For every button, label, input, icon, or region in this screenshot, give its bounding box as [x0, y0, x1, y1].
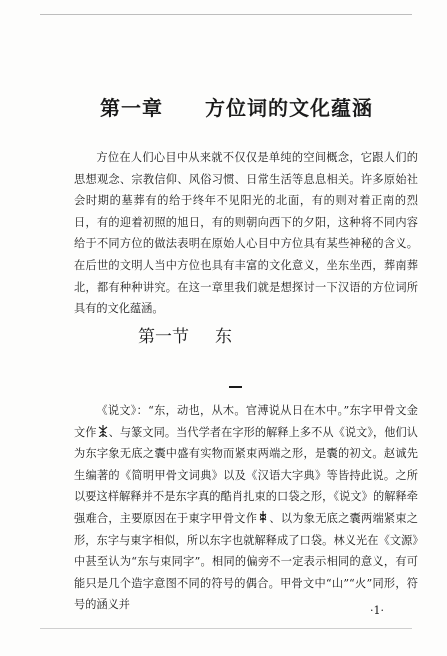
bottom-edge-rule: [40, 628, 412, 629]
intro-paragraph: 方位在人们心目中从来就不仅仅是单纯的空间概念，它跟人们的思想观念、宗教信仰、风俗习惯、日常生活等息息相关。许多原始社会时期的墓葬有的给于终年不见阳光的北面，有的则对着正南的烈日，有的迎着初照的旭日，有的则朝向西下的夕阳，这种将不同内容给于不同方位的做法表明在原始人心目中方位具有某些神秘的含义。在后世的文明人当中方位也具有丰富的文化意义，坐东坐西，葬南葬北，都有种种讲究。在这一章里我们就是想探讨一下汉语的方位词所具有的文化蕴涵。: [74, 151, 418, 316]
main-text-block: [74, 400, 418, 616]
main-text-part-2: 、与篆文同。当代学者在字形的解释上多不从《说文》，他们认为东字象无底之囊中盛有实物而紧束两端之形，是囊的初文。赵诚先生编著的《简明甲骨文词典》以及《汉语大字典》等皆持此说。之所以要这样解释并不是东字真的酷肖扎束的口袋之形，《说文》的解释牵强难合，主要原因在于東字甲骨文作: [74, 425, 418, 525]
main-text-part-3: 、以为象无底之囊两端紧束之形，东字与東字相似，所以东字也就解释成了口袋。林义光在《文源》中甚至认为“东与束同字”。相同的偏旁不一定表示相同的意义，有可能只是几个造字意图不同的符号的偶合。甲骨文中“山”“火”同形，符号的涵义并: [74, 511, 418, 612]
chapter-title-text: 方位词的文化蕴涵: [205, 96, 373, 120]
oracle-bone-shu-glyph-icon: [257, 511, 269, 523]
section-label: 第一节: [138, 327, 189, 347]
oracle-bone-dong-glyph-icon: [97, 425, 109, 437]
chapter-heading: [100, 92, 400, 121]
main-paragraph: [74, 400, 418, 616]
main-text-part-1: 《说文》：“东，动也，从木。官溥说从日在木中。”东字甲骨文金文作: [74, 404, 418, 439]
subsection-one-mark: [229, 386, 242, 388]
section-heading: [138, 322, 232, 347]
chapter-label: 第一章: [100, 96, 163, 120]
page-number: ·1·: [370, 604, 384, 617]
section-title-text: 东: [215, 327, 232, 347]
top-edge-rule: [40, 14, 412, 15]
intro-block: [74, 147, 418, 320]
